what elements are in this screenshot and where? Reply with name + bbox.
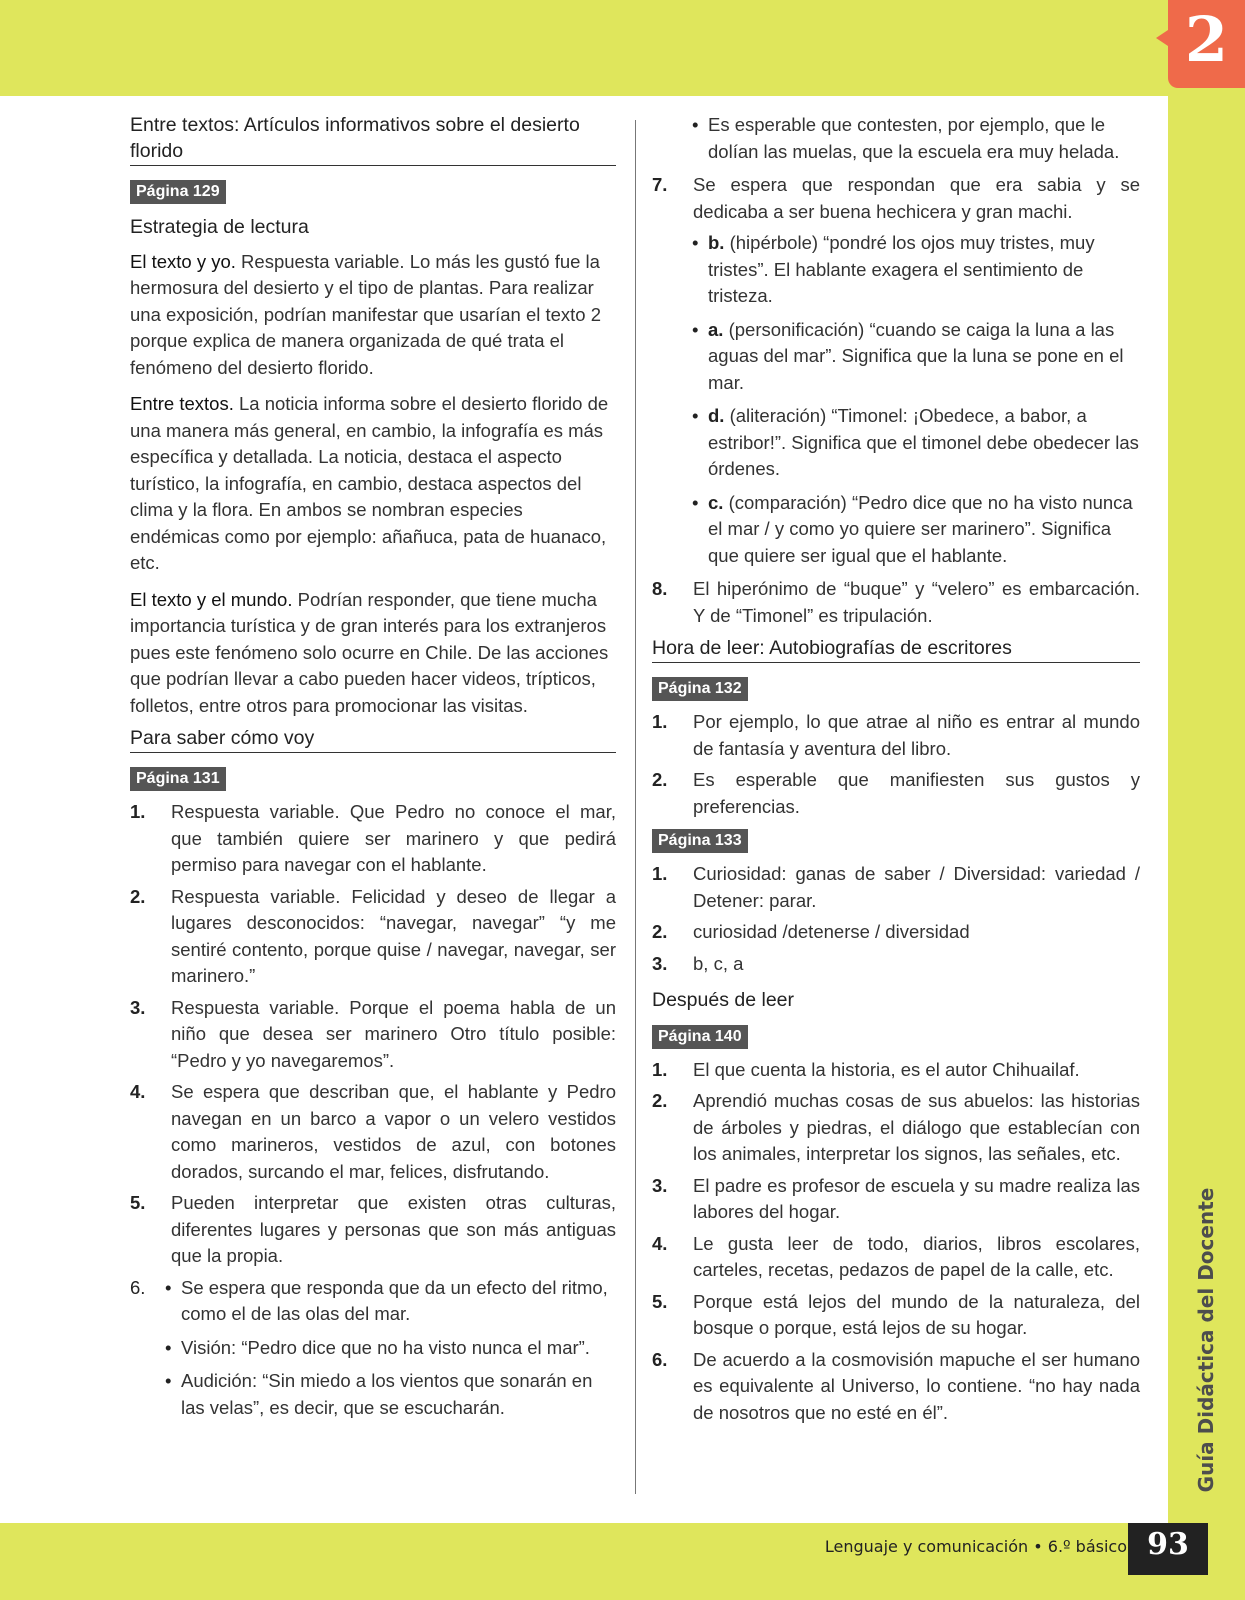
list-item (652, 1347, 1140, 1427)
item-number: 5. (652, 1290, 668, 1312)
item-number: 2. (652, 1090, 668, 1111)
bullet-text: (comparación) “Pedro dice que no ha visto nunca el mar / y como yo quiere ser marinero”. Significa que quiere ser igual que el hablante. (708, 491, 1133, 566)
sub-heading: Después de leer (652, 989, 795, 1011)
item-number: 3. (130, 996, 146, 1018)
sub-heading: Estrategia de lectura (130, 216, 309, 238)
item-number: 1. (652, 863, 668, 884)
item-text: Pueden interpretar que existen otras culturas, diferentes lugares y personas que son más antiguas que la propia. (171, 1192, 616, 1266)
list-item (652, 1088, 1140, 1168)
list-item (130, 1079, 616, 1185)
list-item (652, 1173, 1140, 1226)
paragraph-lead: El texto y el mundo. (130, 588, 293, 610)
bullet-letter: d. (708, 405, 725, 426)
item-number: 2. (652, 921, 668, 942)
item-text: De acuerdo a la cosmovisión mapuche el ser humano es equivalente al Universo, lo contiene. “no hay nada de nosotros que no esté en él”. (693, 1348, 1140, 1423)
chapter-tab-notch (1156, 30, 1168, 46)
section-heading: Para saber cómo voy (130, 725, 616, 753)
bullet-item (688, 403, 1140, 483)
list-item (652, 709, 1140, 762)
item-text: Respuesta variable. Que Pedro no conoce el mar, que también quiere ser marinero y que pedirá permiso para navegar con el hablante. (171, 801, 616, 875)
list-item (652, 861, 1140, 914)
bullet-text: (aliteración) “Timonel: ¡Obedece, a babor, a estribor!”. Significa que el timonel debe obedecer las órdenes. (708, 405, 1139, 479)
right-column (652, 112, 1140, 1431)
item-number: 1. (130, 801, 146, 822)
item-number: 5. (130, 1192, 146, 1213)
item-text: El que cuenta la historia, es el autor Chihuailaf. (693, 1058, 1080, 1080)
paragraph (130, 587, 616, 720)
page-badge: Página 133 (652, 829, 748, 853)
item-text: Se espera que respondan que era sabia y se dedicaba a ser buena hechicera y gran machi. (693, 174, 1140, 222)
page-badge: Página 131 (130, 767, 226, 791)
bottom-color-band (0, 1523, 1245, 1600)
item-number: 6. (130, 1276, 146, 1298)
column-divider (635, 120, 636, 1494)
bullet-text: (personificación) “cuando se caiga la luna a las aguas del mar”. Significa que la luna se pone en el mar. (708, 318, 1124, 393)
list-item (130, 799, 616, 879)
item-text: Le gusta leer de todo, diarios, libros escolares, carteles, recetas, pedazos de papel de la calle, etc. (693, 1232, 1140, 1280)
list-item (652, 1057, 1140, 1084)
list-item (652, 919, 1140, 946)
list-item (130, 884, 616, 990)
list-item (652, 951, 1140, 978)
item-number: 1. (652, 1058, 668, 1080)
item-text: Porque está lejos del mundo de la naturaleza, del bosque o porque, está lejos de su hogar. (693, 1290, 1140, 1338)
bullet-text: (hipérbole) “pondré los ojos muy tristes, muy tristes”. El hablante exagera el sentimiento de tristeza. (708, 232, 1095, 306)
item-text: Aprendió muchas cosas de sus abuelos: las historias de árboles y piedras, el diálogo que establecían con los animales, interpretar los signos, las señales, etc. (693, 1090, 1140, 1164)
item-text: Es esperable que manifiesten sus gustos y preferencias. (693, 769, 1140, 817)
item-text: b, c, a (693, 952, 744, 974)
item-text: Se espera que describan que, el hablante y Pedro navegan en un barco a vapor o un velero vestidos como marineros, vestidos de azul, con botones dorados, surcando el mar, felices, disfrutando. (171, 1081, 616, 1182)
bullet-item: • Se espera que responda que da un efecto del ritmo, como el de las olas del mar. (161, 1275, 616, 1328)
paragraph-text: Respuesta variable. Lo más les gustó fue la hermosura del desierto y el tipo de plantas. Para realizar una exposición, podrían manifestar que usarían el texto 2 porque explica de manera organizada de qué trata el fenómeno del desierto florido. (130, 250, 602, 378)
bullet-item (688, 490, 1140, 570)
item-text: curiosidad /detenerse / diversidad (693, 921, 970, 942)
item-number: 2. (130, 885, 146, 907)
list-item (130, 1275, 616, 1422)
list-item (130, 1190, 616, 1270)
item-number: 4. (652, 1232, 668, 1254)
bullet-item (688, 317, 1140, 397)
item-number: 6. (652, 1348, 668, 1370)
paragraph-lead: Entre textos. (130, 393, 234, 414)
section-heading: Hora de leer: Autobiografías de escritores (652, 635, 1140, 663)
item-number: 2. (652, 769, 668, 790)
page-number: 93 (1147, 1527, 1189, 1562)
footer-text: Lenguaje y comunicación • 6.º básico (824, 1537, 1127, 1556)
paragraph (130, 391, 616, 577)
section-heading: Entre textos: Artículos informativos sobre el desierto florido (130, 112, 616, 166)
side-title: Guía Didáctica del Docente (1194, 1187, 1218, 1493)
chapter-number: 2 (1184, 3, 1229, 76)
page-badge: Página 129 (130, 180, 226, 204)
bullet-letter: a. (708, 318, 724, 340)
page-badge: Página 132 (652, 677, 748, 701)
top-color-band (0, 0, 1245, 96)
list-item (652, 172, 1140, 225)
list-item (652, 767, 1140, 820)
item-text: Respuesta variable. Porque el poema habla de un niño que desea ser marinero Otro título posible: “Pedro y yo navegaremos”. (171, 996, 616, 1071)
left-column (130, 112, 616, 1428)
item-number: 3. (652, 1174, 668, 1196)
paragraph-lead: El texto y yo. (130, 250, 236, 272)
item-number: 4. (130, 1081, 146, 1102)
list-item (652, 1289, 1140, 1342)
paragraph-text: Podrían responder, que tiene mucha importancia turística y de gran interés para los extranjeros pues este fenómeno solo ocurre en Chile. De las acciones que podrían llevar a cabo pueden hacer videos, trípticos, folletos, entre otros para promocionar las visitas. (130, 588, 609, 716)
item-text: El hiperónimo de “buque” y “velero” es embarcación. Y de “Timonel” es tripulación. (693, 578, 1140, 626)
item-number: 7. (652, 174, 668, 195)
bullet-letter: b. (708, 232, 725, 253)
list-item (130, 995, 616, 1075)
paragraph-text: La noticia informa sobre el desierto florido de una manera más general, en cambio, la infografía es más específica y detallada. La noticia, destaca el aspecto turístico, la infografía, en cambio, destaca aspectos del clima y la flora. En ambos se nombran especies endémicas como por ejemplo: añañuca, pata de huanaco, etc. (130, 393, 609, 573)
list-item (652, 576, 1140, 629)
list-item (652, 1231, 1140, 1284)
bullet-item: • Visión: “Pedro dice que no ha visto nunca el mar”. (161, 1335, 616, 1362)
item-text: El padre es profesor de escuela y su madre realiza las labores del hogar. (693, 1174, 1140, 1222)
bullet-item: • Audición: “Sin miedo a los vientos que sonarán en las velas”, es decir, que se escucharán. (161, 1368, 616, 1421)
item-number: 8. (652, 578, 668, 599)
item-text: Curiosidad: ganas de saber / Diversidad: variedad / Detener: parar. (693, 863, 1140, 911)
item-text: Por ejemplo, lo que atrae al niño es entrar al mundo de fantasía y aventura del libro. (693, 711, 1140, 759)
page-badge: Página 140 (652, 1025, 748, 1049)
bullet-letter: c. (708, 491, 724, 513)
bullet-item (688, 230, 1140, 310)
bullet-item: • Es esperable que contesten, por ejemplo, que le dolían las muelas, que la escuela era muy helada. (688, 112, 1140, 165)
paragraph (130, 249, 616, 382)
item-number: 3. (652, 952, 668, 974)
item-text: Respuesta variable. Felicidad y deseo de llegar a lugares desconocidos: “navegar, navegar” “y me sentiré contento, porque quise / navegar, navegar, ser marinero.” (171, 885, 616, 986)
item-number: 1. (652, 711, 668, 732)
